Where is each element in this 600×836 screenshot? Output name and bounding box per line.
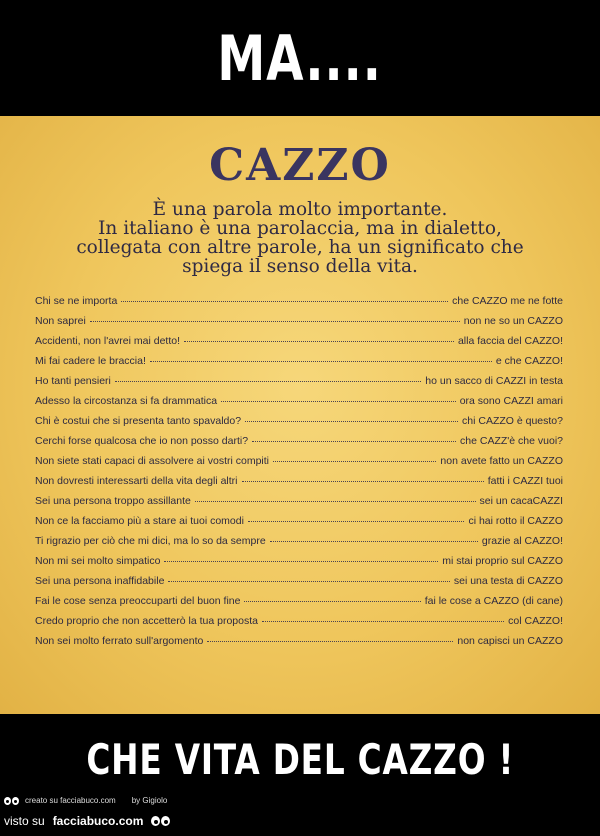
facciabuco-eyes-icon [4,797,19,805]
phrase-left: Accidenti, non l'avrei mai detto! [35,335,180,347]
top-caption [0,0,600,116]
dotted-leader [270,541,478,542]
seen-prefix: visto su [4,814,45,828]
bottom-caption-text: CHE VITA DEL CAZZO ! [86,734,514,784]
phrase-right: non capisci un CAZZO [457,635,563,647]
intro-line: In italiano è una parolaccia, ma in dialetto, [98,218,502,239]
intro-line: spiega il senso della vita. [182,256,418,277]
phrase-left: Non dovresti interessarti della vita degli altri [35,475,238,487]
phrase-left: Non siete stati capaci di assolvere ai vostri compiti [35,455,270,467]
dotted-leader [121,301,448,302]
dotted-leader [184,341,454,342]
bottom-caption [0,714,600,804]
phrase-left: Sei una persona troppo assillante [35,495,191,507]
phrase-left: Credo proprio che non accetterò la tua proposta [35,615,258,627]
dotted-leader [248,521,465,522]
site-link[interactable]: facciabuco.com [52,814,144,828]
phrase-left: Non ce la facciamo più a stare ai tuoi comodi [35,515,244,527]
poster-title: CAZZO [209,140,391,191]
phrase-right: mi stai proprio sul CAZZO [442,555,563,567]
poster [0,116,600,714]
top-caption-text: MA.... [217,21,383,95]
phrase-right: fatti i CAZZI tuoi [487,475,563,487]
dotted-leader [262,621,504,622]
watermark-created [4,796,167,805]
phrase-right: sei un cacaCAZZI [479,495,563,507]
phrase-row [35,475,563,495]
dotted-leader [252,441,456,442]
dotted-leader [168,581,449,582]
phrase-left: Chi è costui che si presenta tanto spavaldo? [35,415,242,427]
phrase-row [35,295,563,315]
facciabuco-eyes-icon [151,816,170,826]
phrase-left: Non mi sei molto simpatico [35,555,161,567]
phrase-right: non ne so un CAZZO [463,315,563,327]
dotted-leader [273,461,436,462]
phrase-left: Adesso la circostanza si fa drammatica [35,395,218,407]
dotted-leader [150,361,492,362]
phrase-row [35,395,563,415]
phrase-row [35,535,563,555]
phrase-left: Fai le cose senza preoccuparti del buon fine [35,595,241,607]
dotted-leader [207,641,453,642]
phrase-row [35,555,563,575]
watermark-seen [4,814,170,828]
intro-line: collegata con altre parole, ha un significato che [76,237,524,258]
dotted-leader [221,401,456,402]
phrase-left: Ti rigrazio per ciò che mi dici, ma lo so da sempre [35,535,266,547]
phrase-right: fai le cose a CAZZO (di cane) [424,595,563,607]
phrase-row [35,635,563,655]
phrase-right: ora sono CAZZI amari [459,395,563,407]
dotted-leader [164,561,438,562]
phrase-row [35,595,563,615]
phrase-left: Chi se ne importa [35,295,118,307]
phrase-right: alla faccia del CAZZO! [457,335,563,347]
dotted-leader [195,501,476,502]
phrase-row [35,575,563,595]
phrase-right: chi CAZZO è questo? [462,415,563,427]
dotted-leader [244,601,420,602]
phrase-row [35,455,563,475]
created-text: creato su facciabuco.com [25,796,116,805]
phrase-left: Non sei molto ferrato sull'argomento [35,635,204,647]
by-text: by Gigiolo [131,796,168,805]
dotted-leader [90,321,460,322]
phrase-row [35,435,563,455]
dotted-leader [245,421,458,422]
phrase-row [35,415,563,435]
phrase-left: Cerchi forse qualcosa che io non posso darti? [35,435,249,447]
phrase-left: Ho tanti pensieri [35,375,111,387]
dotted-leader [115,381,421,382]
phrase-right: che CAZZO me ne fotte [452,295,563,307]
poster-intro [40,200,560,276]
phrase-right: ho un sacco di CAZZI in testa [425,375,563,387]
phrase-row [35,315,563,335]
phrase-right: e che CAZZO! [495,355,563,367]
phrase-row [35,495,563,515]
phrase-row [35,615,563,635]
phrase-left: Mi fai cadere le braccia! [35,355,146,367]
phrase-row [35,515,563,535]
phrase-right: sei una testa di CAZZO [453,575,563,587]
intro-line: È una parola molto importante. [152,199,448,220]
phrase-right: col CAZZO! [508,615,563,627]
phrase-right: grazie al CAZZO! [481,535,563,547]
phrase-row [35,375,563,395]
phrase-left: Non saprei [35,315,86,327]
phrase-row [35,335,563,355]
phrase-left: Sei una persona inaffidabile [35,575,165,587]
phrase-row [35,355,563,375]
phrase-list [35,295,563,655]
phrase-right: che CAZZ'è che vuoi? [460,435,563,447]
phrase-right: ci hai rotto il CAZZO [468,515,563,527]
dotted-leader [242,481,484,482]
phrase-right: non avete fatto un CAZZO [440,455,563,467]
